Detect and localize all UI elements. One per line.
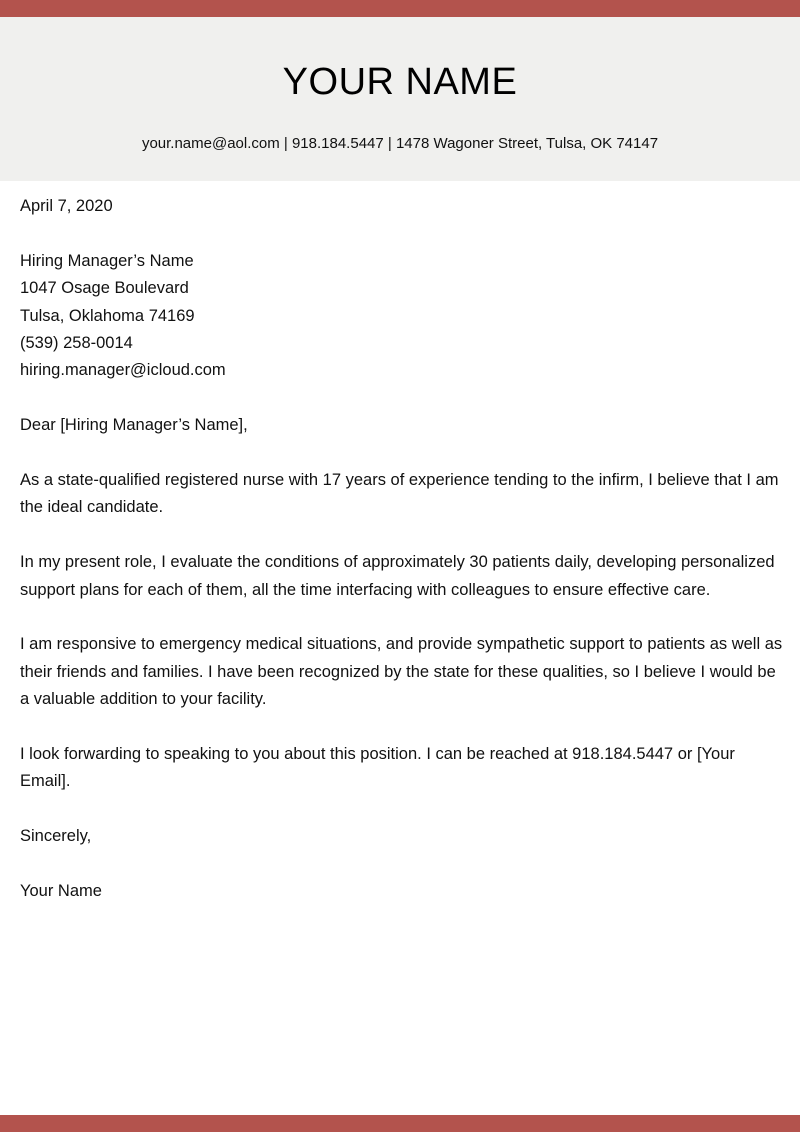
recipient-email: hiring.manager@icloud.com [20, 361, 226, 380]
top-accent-bar [0, 0, 800, 17]
closing: Sincerely, [20, 827, 92, 846]
sender-contact: your.name@aol.com | 918.184.5447 | 1478 Wagoner Street, Tulsa, OK 74147 [141, 135, 659, 152]
recipient-block [20, 248, 785, 385]
bottom-accent-bar [0, 1115, 800, 1132]
sender-name: YOUR NAME [282, 61, 518, 103]
signature: Your Name [20, 882, 102, 901]
recipient-phone: (539) 258-0014 [20, 334, 133, 353]
paragraph: As a state-qualified registered nurse with 17 years of experience tending to the infirm, I believe that I am the ideal candidate. [20, 471, 779, 517]
letterhead [0, 17, 800, 181]
paragraph: I look forwarding to speaking to you about this position. I can be reached at 918.184.5447 or [Your Email]. [20, 745, 735, 791]
recipient-name: Hiring Manager’s Name [20, 251, 194, 270]
letter-date: April 7, 2020 [20, 197, 113, 215]
recipient-city: Tulsa, Oklahoma 74169 [20, 306, 195, 325]
salutation: Dear [Hiring Manager’s Name], [20, 416, 248, 435]
letter-body [20, 193, 785, 933]
recipient-street: 1047 Osage Boulevard [20, 279, 189, 298]
paragraph: In my present role, I evaluate the conditions of approximately 30 patients daily, developing personalized support plans for each of them, all the time interfacing with colleagues to ensure effective care. [20, 553, 775, 599]
paragraph: I am responsive to emergency medical situations, and provide sympathetic support to patients as well as their friends and families. I have been recognized by the state for these qualities, so I believe I would be a valuable addition to your facility. [20, 635, 783, 709]
